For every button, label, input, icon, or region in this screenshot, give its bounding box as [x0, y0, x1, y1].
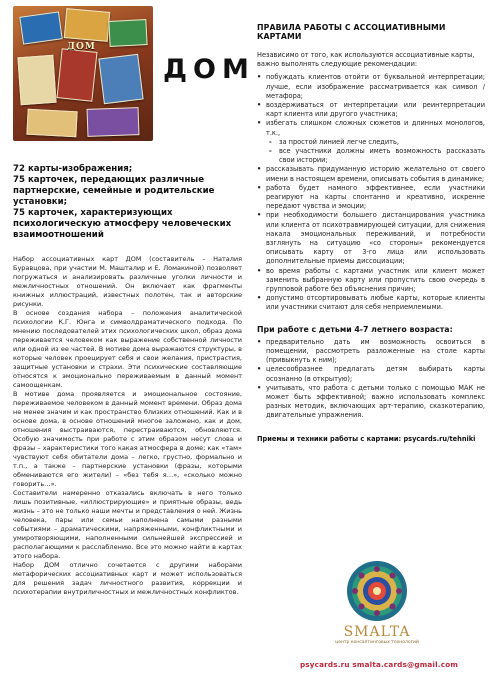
children-heading: При работе с детьми 4-7 летнего возраста: [257, 324, 453, 334]
brand-tagline: центр консалтинговых технологий [335, 640, 419, 645]
card-image [64, 8, 110, 42]
description-paragraph: Набор ассоциативных карт ДОМ (составитель – Наталия Буравцова, при участии М. Машталир и Е. Ломакиной) позволяет погружаться и анализировать различные уголки личности и межличностных отношений. Он включает как фрагменты книжных иллюстраций, известных полотен, так и авторские рисунки. [13, 255, 242, 308]
rule-item: • допустимо отсортировывать любые карты, которые клиенты или участники считают для себя неприемлемыми. [257, 294, 485, 312]
rule-item: • при необходимости большего дистанцирования участника или клиента от психотравмирующей ситуации, для снижения накала эмоциональных переживаний, и потребности взглянуть на ситуацию «со стороны» рекомендуется описывать карту от 3-го лица или использовать дополнительные приемы диссоциации; [257, 211, 485, 266]
smalta-logo [322, 560, 432, 690]
rules-intro: Независимо от того, как используются ассоциативные карты, важно выполнять следующие рекомендации: [257, 51, 475, 69]
hero [13, 6, 255, 146]
rule-item: • работа будет намного эффективнее, если участники реагируют на карты спонтанно и креативно, искренне передают чувства и эмоции; [257, 184, 485, 212]
card-image [87, 107, 140, 137]
children-rule-item: • учитывать, что работа с детьми только с помощью МАК не может быть эффективной; важно использовать комплекс разных методик, включающих арт-терапию, сказкотерапию, двигательные упражнения. [257, 384, 485, 421]
children-rules-list [257, 338, 485, 421]
card-image [17, 55, 56, 105]
card-image [56, 48, 97, 101]
card-image [108, 19, 147, 47]
description-paragraph: Набор ДОМ отлично сочетается с другими наборами метафорических ассоциативных карт и может использоваться для решения задач личностного развития, коррекции и психотерапии внутриличностных и межличностных конфликтов. [13, 561, 242, 596]
description-paragraph: В мотиве дома проявляется и эмоциональное состояние, переживаемое человеком в данный момент времени. Образ дома не менее значим и как пространство близких отношений. Как и в основе дома, в основе отношений многое заложено, как и дом, отношения выстраиваются, перестраиваются, обновляются. Особую значимость при работе с этим образом несут слова и фразы – характеристики того какая атмосфера в доме; как «там» чувствуют себя обитатели дома – легко, грустно, формально и т.п., а также – партнерские установки (фразы, которыми обмениваются его жители) – «без тебя я…», «сколько можно говорить…». [13, 390, 242, 488]
mandala-icon [346, 560, 408, 622]
rule-item: • воздерживаться от интерпретации или реинтерпретации карт клиента или другого участника; [257, 101, 485, 119]
rule-subitem: - все участники должны иметь возможность рассказать свои истории; [257, 147, 485, 165]
rule-item: • рассказывать придуманную историю желательно от своего имени в настоящем времени, описывать события в динамике; [257, 165, 485, 183]
children-rule-item: • предварительно дать им возможность освоиться в помещении, рассмотреть разложенные на столе карты (привыкнуть к ним); [257, 338, 485, 366]
rule-item: • избегать слишком сложных сюжетов и длинных монологов, т.к., [257, 119, 485, 137]
card-image [19, 11, 63, 44]
description [13, 255, 242, 597]
contacts-line[interactable]: psycards.ru smalta.cards@gmail.com [299, 660, 459, 669]
box-label: ДОМ [67, 42, 96, 52]
left-column [13, 6, 255, 597]
rule-subitem: - за простой линией легче следить, [257, 138, 485, 147]
summary-line: 75 карточек, характеризующих психологическую атмосферу человеческих взаимоотношений [13, 208, 232, 240]
rules-list [257, 73, 485, 312]
product-photo [13, 6, 153, 141]
right-column [257, 23, 485, 443]
rules-heading: ПРАВИЛА РАБОТЫ С АССОЦИАТИВНЫМИ КАРТАМИ [257, 23, 446, 41]
contents-summary [13, 164, 242, 241]
summary-line: 72 карты-изображения; [13, 164, 133, 174]
product-title: ДОМ [163, 54, 255, 85]
brand-name: SMALTA [343, 624, 411, 640]
summary-line: 75 карточек, передающих различные партнерские, семейные и родительские установки; [13, 175, 215, 207]
card-image [26, 109, 77, 138]
rule-item: • во время работы с картами участник или клиент может заменить выбранную карту или пропустить свою очередь в групповой работе без объяснения причин; [257, 267, 485, 295]
children-rule-item: • целесообразнее предлагать детям выбирать карты осознанно (в открытую); [257, 365, 485, 383]
rule-item: • побуждать клиентов отойти от буквальной интерпретации; лучше, если изображение рассматривается как символ / метафора; [257, 73, 485, 101]
techniques-link[interactable]: Приемы и техники работы с картами: psycards.ru/tehniki [257, 434, 476, 443]
description-paragraph: Составители намеренно отказались включать в него только лишь позитивные, «иллюстрирующие» и приятные образы, ведь жизнь – это не только наши мечты и представления о ней. Жизнь человека, пары или семьи наполнена самыми разными событиями – драматическими, напряженными, конфликтными и умиротворяющими, наполненными сильнейшей экспрессией и располагающими к расслаблению. Все это можно найти в картах этого набора. [13, 489, 242, 560]
description-paragraph: В основе создания набора – положения аналитической психологии К.Г. Юнга и символдраматического подхода. По мнению последователей этих психологических школ, образ дома переживается человеком как выражение собственной личности или одной из ее частей. В мотиве дома выражаются структуры, в которые человек проецирует себя и свои желания, пристрастия, защитные установки и страхи. Эти психические составляющие относятся к эмоционально переживаемым в данный момент самоощенкам. [13, 309, 242, 389]
card-image [98, 54, 143, 105]
